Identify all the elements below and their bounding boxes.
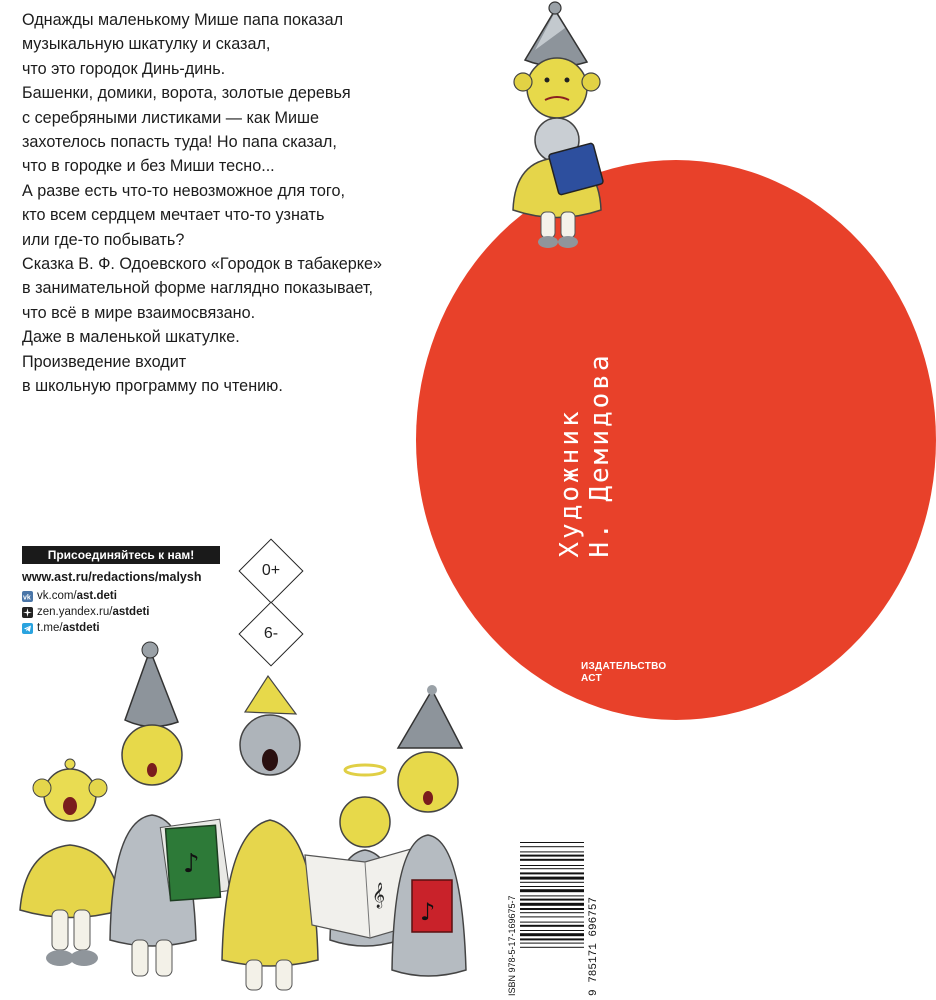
description-line: Даже в маленькой шкатулке. [22,328,240,347]
publisher-website-link[interactable]: www.ast.ru/redactions/malysh [22,570,202,584]
barcode-bar [520,877,584,880]
barcode-bar [520,872,584,874]
svg-text:𝄞: 𝄞 [372,883,386,908]
publisher-logo [581,661,671,685]
description-line: Однажды маленькому Мише папа показал [22,11,344,29]
singing-characters-illustration [0,640,500,1000]
isbn-label: ISBN 978-5-17-169675-7 [507,895,517,996]
artist-credit [540,295,630,615]
social-links [22,588,150,636]
barcode-bar [520,855,584,857]
character-left [20,759,122,966]
description-line: что это городок Динь-динь. [22,59,226,78]
barcode-bar [520,895,584,896]
artist-label: Художник [555,408,585,558]
telegram-handle: astdeti [62,622,100,634]
book-description [22,8,442,399]
description-line: в занимательной форме наглядно показывает, [22,279,373,298]
social-link-zen[interactable] [22,604,150,620]
zen-handle: astdeti [112,606,150,618]
barcode-bar [520,868,584,869]
barcode-bar [520,851,584,852]
barcode-bar [520,916,584,917]
svg-text:vk: vk [23,594,31,601]
barcode-bar [520,886,584,887]
social-link-vk[interactable] [22,588,150,604]
vk-icon [22,591,33,602]
red-circle-decoration [416,160,936,720]
description-line: что в городке и без Миши тесно... [22,157,275,176]
barcode-bar [520,846,584,847]
description-line: Сказка В. Ф. Одоевского «Городок в табакерке» [22,255,383,274]
description-line: или где-то побывать? [22,230,185,249]
barcode-digits: 9 785171 696757 [588,896,600,996]
telegram-prefix: t.me/ [37,622,63,634]
character-with-book-illustration [495,0,635,270]
character-green-book [110,642,230,976]
barcode-bar [520,882,584,883]
artist-name: Н. Демидова [585,352,615,558]
description-line: Произведение входит [22,352,187,371]
join-banner: Присоединяйтесь к нам! [22,546,220,564]
barcode-bar [520,922,584,923]
barcode-bar [520,925,584,927]
publisher-name: АСТ [581,673,602,684]
description-line: кто всем сердцем мечтает что-то узнать [22,206,325,225]
description-line: что всё в мире взаимосвязано. [22,303,256,322]
svg-text:♪: ♪ [183,849,200,879]
age-recommended: 6- [263,625,279,642]
barcode-bar [520,865,584,866]
description-line: музыкальную шкатулку и сказал, [22,35,271,54]
zen-prefix: zen.yandex.ru/ [37,606,113,618]
barcode-bar [520,947,584,948]
barcode-bar [520,933,584,936]
description-line: с серебряными листиками — как Мише [22,108,319,127]
social-link-telegram[interactable] [22,620,150,636]
isbn-barcode [508,838,598,998]
description-line: А разве есть что-то невозможное для того, [22,181,345,200]
barcode-bar [520,842,584,843]
age-rating: 0+ [261,562,281,579]
svg-text:♪: ♪ [420,898,436,926]
barcode-bar [520,859,584,861]
barcode-bar [520,912,584,913]
publisher-label: ИЗДАТЕЛЬСТВО [581,661,667,672]
description-line: захотелось попасть туда! Но папа сказал, [22,133,337,152]
telegram-icon [22,623,33,634]
barcode-bar [520,908,584,910]
description-line: Башенки, домики, ворота, золотые деревья [22,84,351,103]
barcode-bar [520,899,584,901]
vk-prefix: vk.com/ [37,590,77,602]
zen-icon [22,607,33,618]
barcode-bar [520,889,584,892]
character-center [222,676,318,990]
barcode-bar [520,943,584,944]
vk-handle: ast.deti [76,590,117,602]
character-red-book [392,685,466,976]
barcode-bar [520,903,584,906]
barcode-bar [520,938,584,940]
description-line: в школьную программу по чтению. [22,377,283,396]
barcode-bar [520,930,584,931]
